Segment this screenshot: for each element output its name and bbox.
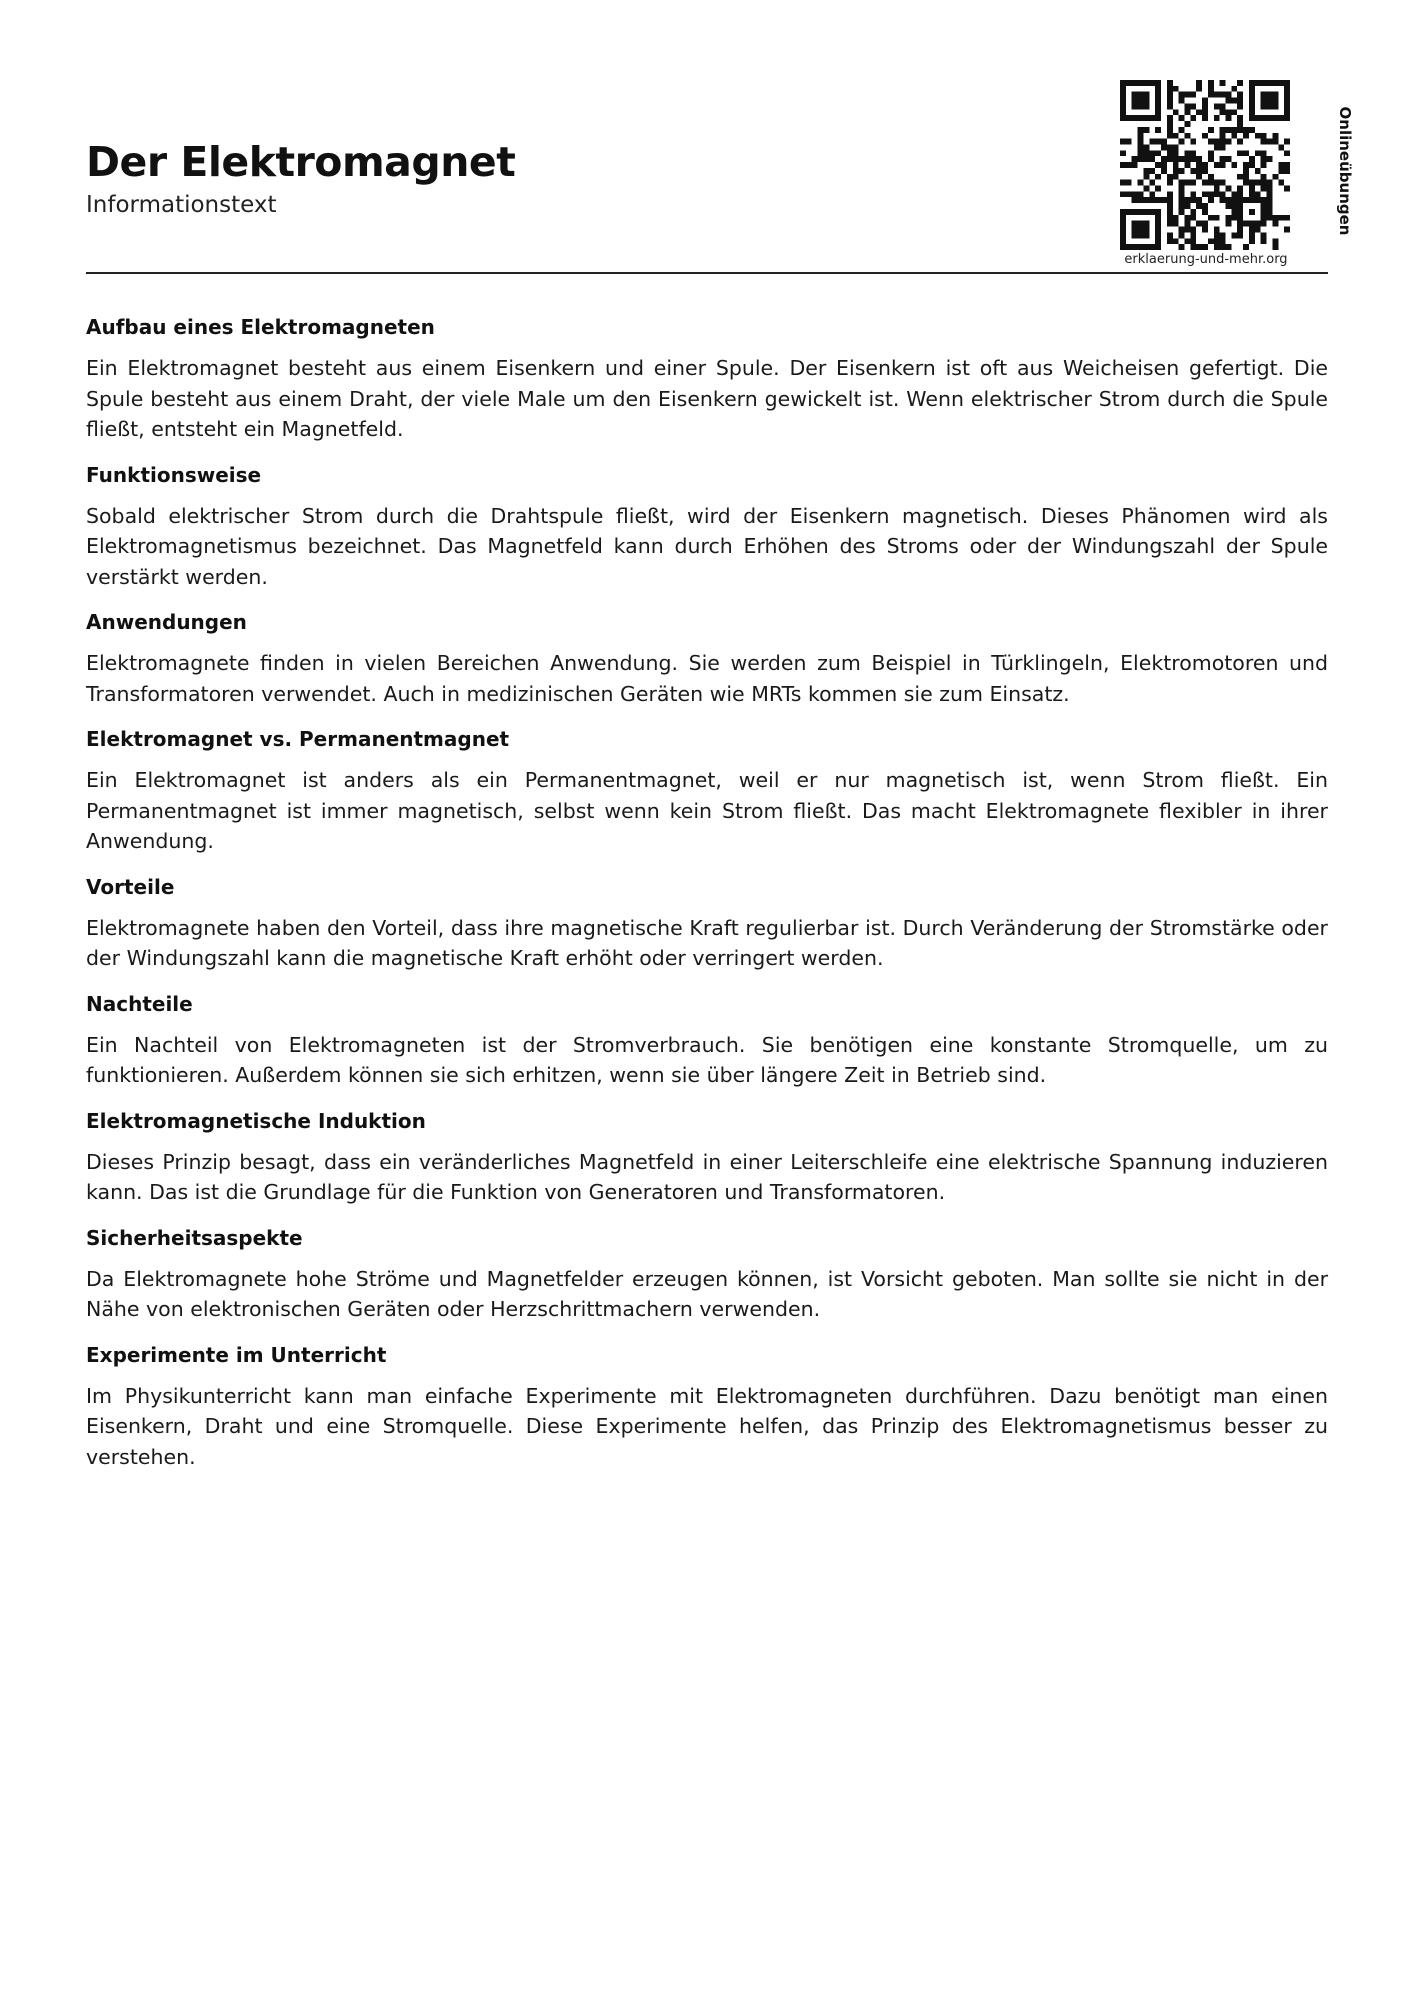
document-subtitle: Informationstext — [86, 192, 277, 218]
section-heading: Nachteile — [86, 991, 193, 1016]
section-text: Ein Elektromagnet ist anders als ein Permanentmagnet, weil er nur magnetisch ist, wenn Strom fließt. Ein Permanentmagnet ist immer magnetisch, selbst wenn kein Strom fließt. Das macht Elektromagnete flexibler in ihrer Anwendung. — [86, 768, 1328, 853]
document-header — [86, 80, 1354, 274]
section-text: Da Elektromagnete hohe Ströme und Magnetfelder erzeugen können, ist Vorsicht geboten. Man sollte sie nicht in der Nähe von elektronischen Geräten oder Herzschrittmachern verwenden. — [86, 1266, 1328, 1321]
section-text: Elektromagnete finden in vielen Bereichen Anwendung. Sie werden zum Beispiel in Türklingeln, Elektromotoren und Transformatoren verwendet. Auch in medizinischen Geräten wie MRTs kommen sie zum Einsatz. — [86, 651, 1328, 706]
qr-side-label: Onlineübungen — [1336, 106, 1354, 236]
section-nachteile — [86, 989, 1328, 1091]
section-sicherheit — [86, 1223, 1328, 1325]
section-heading: Aufbau eines Elektromagneten — [86, 315, 435, 339]
section-heading: Experimente im Unterricht — [86, 1342, 387, 1367]
section-experimente — [86, 1340, 1328, 1473]
section-heading: Elektromagnet vs. Permanentmagnet — [86, 727, 510, 751]
section-aufbau — [86, 312, 1328, 445]
section-heading: Funktionsweise — [86, 462, 262, 487]
section-heading: Vorteile — [86, 874, 175, 899]
section-text: Im Physikunterricht kann man einfache Experimente mit Elektromagneten durchführen. Dazu benötigt man einen Eisenkern, Draht und eine Stromquelle. Diese Experimente helfen, das Prinzip des Elektromagnetismus besser zu verstehen. — [86, 1383, 1328, 1469]
section-anwendungen — [86, 607, 1328, 709]
section-induktion — [86, 1106, 1328, 1208]
section-text: Dieses Prinzip besagt, dass ein veränderliches Magnetfeld in einer Leiterschleife eine elektrische Spannung induzieren kann. Das ist die Grundlage für die Funktion von Generatoren und Transformatoren. — [86, 1149, 1328, 1204]
qr-website-caption[interactable]: erklaerung-und-mehr.org — [1124, 252, 1288, 267]
section-text: Elektromagnete haben den Vorteil, dass ihre magnetische Kraft regulierbar ist. Durch Veränderung der Stromstärke oder der Windungszahl kann die magnetische Kraft erhöht oder verringert werden. — [86, 915, 1328, 970]
section-funktionsweise — [86, 460, 1328, 593]
section-vorteile — [86, 872, 1328, 974]
qr-code-icon[interactable] — [1120, 80, 1290, 250]
section-text: Ein Elektromagnet besteht aus einem Eisenkern und einer Spule. Der Eisenkern ist oft aus Weicheisen gefertigt. Die Spule besteht aus einem Draht, der viele Male um den Eisenkern gewickelt ist. Wenn elektrischer Strom durch die Spule fließt, entsteht ein Magnetfeld. — [86, 356, 1328, 441]
section-vergleich — [86, 724, 1328, 857]
section-heading: Anwendungen — [86, 610, 247, 634]
header-divider — [86, 272, 1328, 274]
section-text: Sobald elektrischer Strom durch die Drahtspule fließt, wird der Eisenkern magnetisch. Dieses Phänomen wird als Elektromagnetismus bezeichnet. Das Magnetfeld kann durch Erhöhen des Stroms oder der Windungszahl der Spule verstärkt werden. — [86, 503, 1328, 589]
document-title: Der Elektromagnet — [86, 138, 516, 186]
section-heading: Sicherheitsaspekte — [86, 1225, 303, 1250]
qr-code-block[interactable] — [1120, 80, 1354, 272]
section-text: Ein Nachteil von Elektromagneten ist der Stromverbrauch. Sie benötigen eine konstante Stromquelle, um zu funktionieren. Außerdem können sie sich erhitzen, wenn sie über längere Zeit in Betrieb sind. — [86, 1032, 1328, 1087]
section-heading: Elektromagnetische Induktion — [86, 1108, 426, 1133]
document-body — [86, 312, 1328, 1487]
